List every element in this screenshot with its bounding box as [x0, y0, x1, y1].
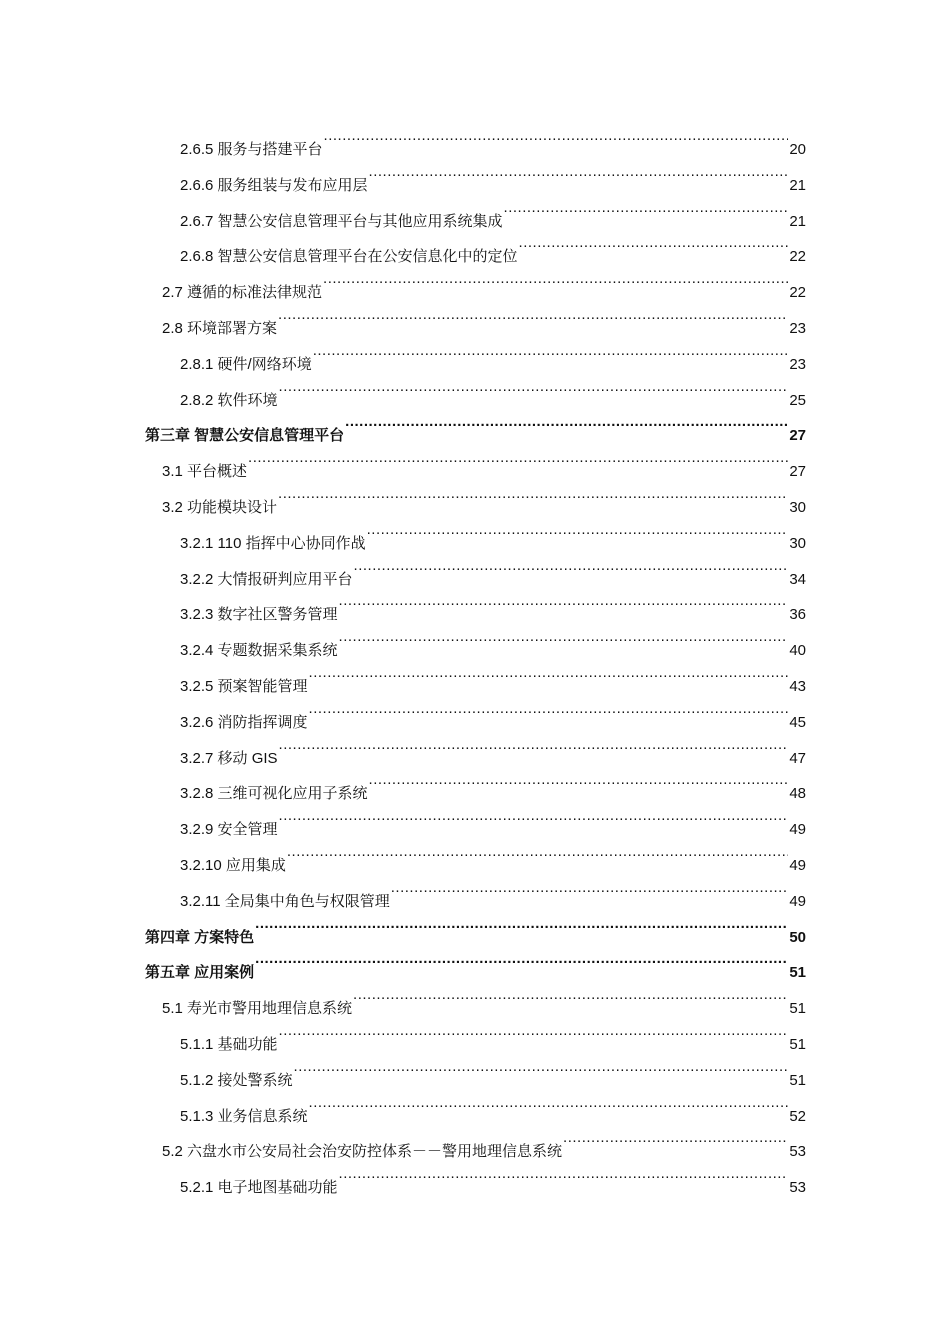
toc-entry-title: 3.2.1 110 指挥中心协同作战	[180, 534, 366, 552]
toc-entry-page-number: 53	[789, 1143, 806, 1161]
toc-entry-title: 5.1.2 接处警系统	[180, 1071, 293, 1089]
toc-dot-leader	[369, 154, 789, 190]
toc-entry[interactable]	[180, 225, 806, 266]
toc-entry[interactable]	[180, 1156, 806, 1197]
toc-dot-leader	[279, 727, 789, 763]
toc-dot-leader	[278, 476, 788, 512]
toc-entry[interactable]	[162, 1120, 806, 1161]
toc-entry-title: 2.8 环境部署方案	[162, 320, 278, 337]
toc-entry-title: 2.6.6 服务组装与发布应用层	[180, 176, 368, 194]
toc-entry[interactable]	[180, 1085, 806, 1125]
toc-entry[interactable]	[162, 977, 806, 1018]
toc-entry-page-number: 30	[789, 534, 806, 552]
toc-entry[interactable]	[180, 762, 806, 803]
toc-dot-leader	[369, 762, 789, 798]
toc-dot-leader	[339, 1156, 789, 1192]
toc-entry[interactable]	[180, 548, 806, 588]
toc-entry-page-number: 48	[789, 785, 806, 803]
toc-entry-title: 3.2.4 专题数据采集系统	[180, 642, 338, 660]
toc-entry-title: 3.2.10 应用集成	[180, 857, 286, 874]
toc-dot-leader	[345, 404, 788, 440]
toc-entry-page-number: 40	[789, 642, 806, 660]
toc-entry-title: 5.1 寿光市警用地理信息系统	[162, 1000, 353, 1018]
toc-entry-page-number: 23	[789, 320, 806, 337]
toc-entry-page-number: 27	[789, 463, 806, 481]
toc-dot-leader	[367, 512, 789, 548]
toc-entry-page-number: 45	[789, 713, 806, 731]
toc-dot-leader	[354, 548, 789, 584]
toc-dot-leader	[294, 1049, 789, 1085]
toc-entry[interactable]	[180, 512, 806, 552]
toc-entry[interactable]	[180, 333, 806, 373]
toc-entry-title: 5.1.3 业务信息系统	[180, 1107, 308, 1125]
toc-dot-leader	[255, 941, 788, 977]
toc-entry[interactable]	[180, 727, 806, 767]
toc-entry-page-number: 30	[789, 499, 806, 516]
toc-entry[interactable]	[180, 691, 806, 731]
toc-entry-page-number: 25	[789, 391, 806, 409]
toc-entry-title: 5.2.1 电子地图基础功能	[180, 1179, 338, 1197]
toc-entry[interactable]	[180, 583, 806, 624]
toc-dot-leader	[287, 834, 788, 870]
toc-entry[interactable]	[162, 261, 806, 302]
toc-dot-leader	[309, 691, 789, 727]
toc-dot-leader	[309, 655, 789, 691]
toc-entry-title: 3.2.6 消防指挥调度	[180, 713, 308, 731]
toc-entry-title: 3.2 功能模块设计	[162, 499, 278, 516]
toc-dot-leader	[278, 297, 788, 333]
toc-dot-leader	[353, 977, 788, 1013]
toc-dot-leader	[248, 440, 788, 476]
toc-entry[interactable]	[180, 1049, 806, 1089]
toc-dot-leader	[279, 1013, 789, 1049]
toc-entry-title: 3.2.7 移动 GIS	[180, 749, 278, 767]
toc-entry-page-number: 43	[789, 678, 806, 695]
toc-entry-page-number: 27	[789, 427, 806, 445]
toc-entry-page-number: 47	[789, 749, 806, 767]
toc-entry[interactable]	[162, 476, 806, 516]
toc-entry[interactable]	[145, 906, 806, 946]
toc-dot-leader	[339, 619, 789, 655]
toc-entry-page-number: 21	[789, 176, 806, 194]
toc-entry-title: 3.2.2 大情报研判应用平台	[180, 570, 353, 588]
toc-entry-page-number: 36	[789, 606, 806, 624]
toc-entry-title: 3.2.9 安全管理	[180, 821, 278, 839]
toc-entry-page-number: 23	[789, 355, 806, 373]
toc-entry-title: 第五章 应用案例	[145, 964, 255, 982]
toc-dot-leader	[519, 225, 789, 261]
toc-entry-title: 3.2.3 数字社区警务管理	[180, 606, 338, 624]
toc-dot-leader	[323, 261, 788, 297]
toc-entry-page-number: 49	[789, 821, 806, 839]
toc-entry-title: 第三章 智慧公安信息管理平台	[145, 427, 345, 445]
toc-entry-page-number: 50	[789, 928, 806, 946]
toc-dot-leader	[504, 190, 789, 226]
toc-entry[interactable]	[180, 369, 806, 409]
toc-entry-title: 2.6.8 智慧公安信息管理平台在公安信息化中的定位	[180, 248, 518, 266]
toc-entry[interactable]	[180, 154, 806, 194]
toc-entry[interactable]	[162, 297, 806, 337]
toc-entry-page-number: 51	[789, 1000, 806, 1018]
toc-entry-title: 第四章 方案特色	[145, 928, 255, 946]
toc-entry[interactable]	[145, 941, 806, 982]
toc-entry[interactable]	[180, 834, 806, 874]
toc-entry-page-number: 51	[789, 964, 806, 982]
toc-dot-leader	[255, 906, 788, 942]
toc-entry-page-number: 49	[789, 857, 806, 874]
toc-entry-page-number: 51	[789, 1036, 806, 1053]
toc-dot-leader	[279, 798, 789, 834]
toc-entry-title: 3.2.5 预案智能管理	[180, 678, 308, 695]
toc-entry[interactable]	[180, 870, 806, 910]
toc-entry-page-number: 20	[789, 141, 806, 158]
toc-entry[interactable]	[180, 798, 806, 839]
toc-entry-page-number: 21	[789, 212, 806, 230]
toc-entry[interactable]	[180, 619, 806, 660]
toc-entry-title: 2.8.2 软件环境	[180, 391, 278, 409]
toc-entry-title: 3.2.11 全局集中角色与权限管理	[180, 892, 390, 910]
toc-dot-leader	[309, 1085, 789, 1121]
toc-entry[interactable]	[180, 655, 806, 695]
toc-entry[interactable]	[145, 404, 806, 445]
toc-entry-page-number: 51	[789, 1071, 806, 1089]
toc-entry-title: 3.1 平台概述	[162, 463, 248, 481]
toc-entry-title: 3.2.8 三维可视化应用子系统	[180, 785, 368, 803]
toc-dot-leader	[563, 1120, 788, 1156]
toc-dot-leader	[313, 333, 789, 369]
toc-entry-title: 2.6.5 服务与搭建平台	[180, 141, 323, 158]
toc-entry[interactable]	[180, 190, 806, 230]
toc-entry-title: 5.1.1 基础功能	[180, 1036, 278, 1053]
toc-entry-page-number: 52	[789, 1107, 806, 1125]
toc-dot-leader	[391, 870, 789, 906]
toc-entry[interactable]	[180, 1013, 806, 1053]
toc-entry-page-number: 53	[789, 1179, 806, 1197]
toc-entry[interactable]	[180, 118, 806, 158]
toc-entry-page-number: 34	[789, 570, 806, 588]
toc-entry-title: 2.8.1 硬件/网络环境	[180, 355, 312, 373]
toc-entry-title: 5.2 六盘水市公安局社会治安防控体系－－警用地理信息系统	[162, 1143, 563, 1161]
toc-dot-leader	[324, 118, 789, 154]
toc-dot-leader	[339, 583, 789, 619]
toc-entry-page-number: 22	[789, 284, 806, 302]
toc-entry-page-number: 49	[789, 892, 806, 910]
toc-entry-title: 2.6.7 智慧公安信息管理平台与其他应用系统集成	[180, 212, 503, 230]
toc-entry-page-number: 22	[789, 248, 806, 266]
toc-dot-leader	[279, 369, 789, 405]
toc-entry-title: 2.7 遵循的标准法律规范	[162, 284, 323, 302]
toc-entry[interactable]	[162, 440, 806, 481]
